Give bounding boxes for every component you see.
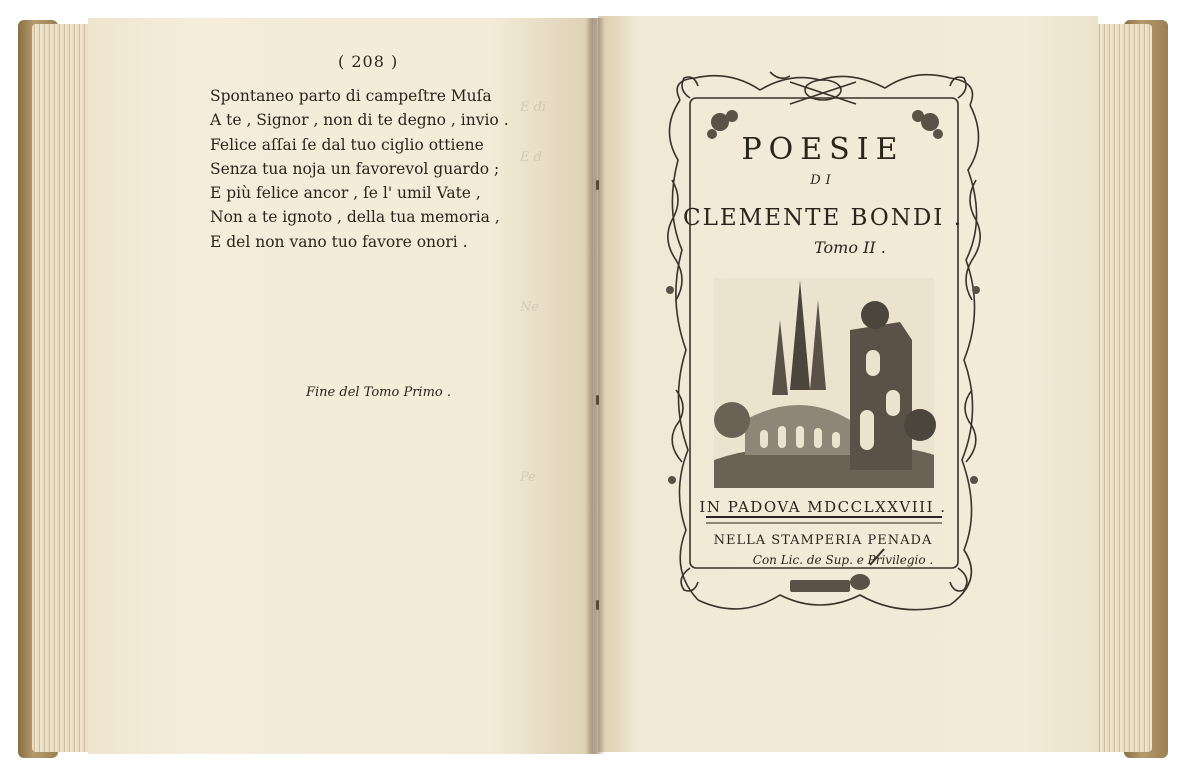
- show-through-text: Ne: [520, 300, 540, 315]
- verse-line: E del non vano tuo favore onori .: [210, 232, 468, 251]
- verse-line: A te , Signor , non di te degno , invio .: [210, 111, 509, 130]
- page-number: ( 208 ): [338, 52, 399, 71]
- imprint-license: Con Lic. de Sup. e Privilegio .: [752, 553, 934, 567]
- title-connector: DI: [810, 173, 836, 188]
- show-through-text: E di: [520, 100, 547, 115]
- binding-stitch: [596, 600, 599, 610]
- book-title: POESIE: [741, 132, 905, 167]
- binding-stitch: [596, 180, 599, 190]
- verse-line: Felice aſſai ſe dal tuo ciglio ottiene: [210, 135, 484, 154]
- verse-line: Senza tua noja un favorevol guardo ;: [210, 159, 500, 178]
- binding-stitch: [596, 395, 599, 405]
- show-through-text: E d: [520, 150, 542, 165]
- verse-block: [210, 84, 510, 254]
- author-name: CLEMENTE BONDI .: [682, 205, 964, 231]
- engraved-title-frame: [650, 60, 996, 620]
- book-gutter: [585, 18, 605, 754]
- verse-line: Non a te ignoto , della tua memoria ,: [210, 208, 500, 227]
- imprint-printer: NELLA STAMPERIA PENADA: [713, 533, 933, 548]
- end-of-volume-note: Fine del Tomo Primo .: [306, 385, 451, 400]
- verse-line: E più felice ancor , ſe l' umil Vate ,: [210, 184, 481, 203]
- show-through-text: Pe: [520, 470, 536, 485]
- verse-line: Spontaneo parto di campeſtre Muſa: [210, 87, 492, 105]
- imprint-place-year: IN PADOVA MDCCLXXVIII .: [699, 498, 947, 516]
- volume-label: Tomo II .: [814, 238, 886, 257]
